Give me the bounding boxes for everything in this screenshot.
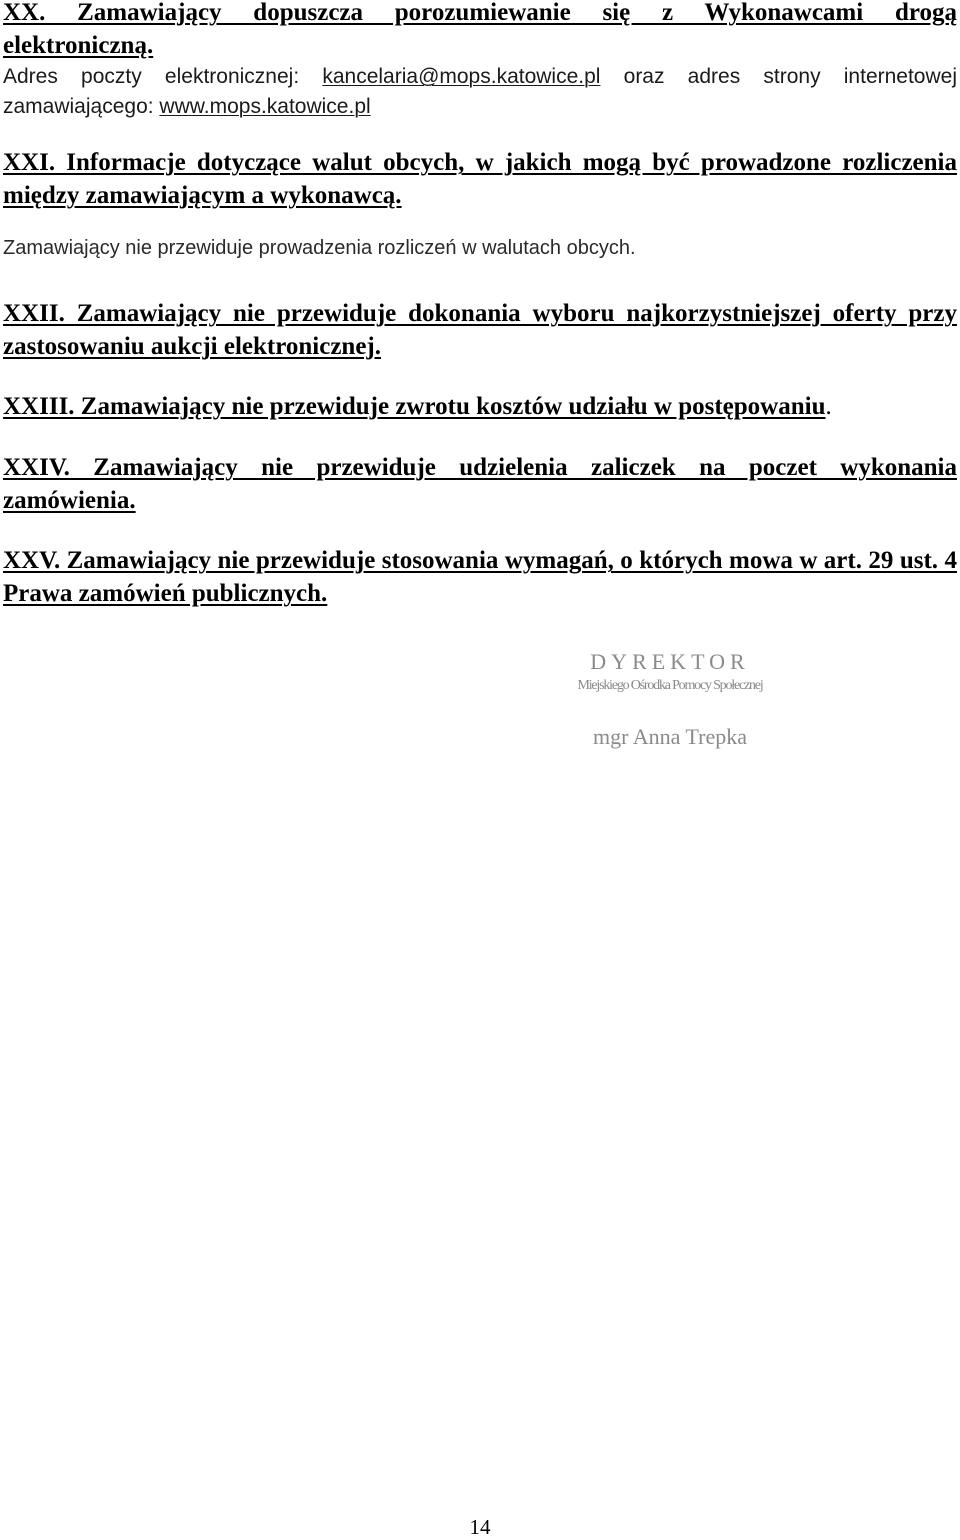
section-xx-body-mid: oraz adres strony internetowej zamawiającego: bbox=[3, 65, 957, 118]
section-xxiv-heading: XXIV. Zamawiający nie przewiduje udzielenia zaliczek na poczet wykonania zamówienia. bbox=[3, 454, 957, 514]
section-xxi-body: Zamawiający nie przewiduje prowadzenia rozliczeń w walutach obcych. bbox=[3, 237, 636, 259]
signature-organization: Miejskiego Ośrodka Pomocy Społecznej bbox=[577, 678, 763, 693]
section-xxv-heading: XXV. Zamawiający nie przewiduje stosowania wymagań, o których mowa w art. 29 ust. 4 Prawa zamówień publicznych. bbox=[3, 547, 957, 607]
section-xxiii-trailing: . bbox=[825, 393, 832, 420]
section-xxi-heading: XXI. Informacje dotyczące walut obcych, w jakich mogą być prowadzone rozliczenia między zamawiającym a wykonawcą. bbox=[3, 149, 957, 209]
section-xx-body-prefix: Adres poczty elektronicznej: bbox=[3, 65, 323, 88]
section-xxiii bbox=[3, 390, 957, 423]
section-xxv bbox=[3, 544, 957, 610]
section-xxiv bbox=[3, 451, 957, 517]
section-xx-heading-line1: XX. Zamawiający dopuszcza porozumiewanie się z Wykonawcami drogą bbox=[3, 0, 957, 26]
section-xxiii-heading-wrap bbox=[3, 390, 957, 423]
section-xxi bbox=[3, 146, 957, 262]
section-xx bbox=[3, 0, 957, 122]
signature-name: mgr Anna Trepka bbox=[593, 724, 747, 749]
email-link[interactable]: kancelaria@mops.katowice.pl bbox=[322, 65, 601, 88]
section-xxii-heading: XXII. Zamawiający nie przewiduje dokonania wyboru najkorzystniejszej oferty przy zastosowaniu aukcji elektronicznej. bbox=[3, 300, 957, 360]
section-xx-heading-line2: elektroniczną. bbox=[3, 32, 154, 59]
signature-title: DYREKTOR bbox=[590, 649, 750, 674]
section-xxii bbox=[3, 297, 957, 363]
page-number: 14 bbox=[469, 1515, 491, 1539]
section-xxiii-heading: XXIII. Zamawiający nie przewiduje zwrotu kosztów udziału w postępowaniu bbox=[3, 393, 826, 420]
website-link[interactable]: www.mops.katowice.pl bbox=[159, 95, 371, 118]
section-xx-body bbox=[3, 62, 957, 122]
